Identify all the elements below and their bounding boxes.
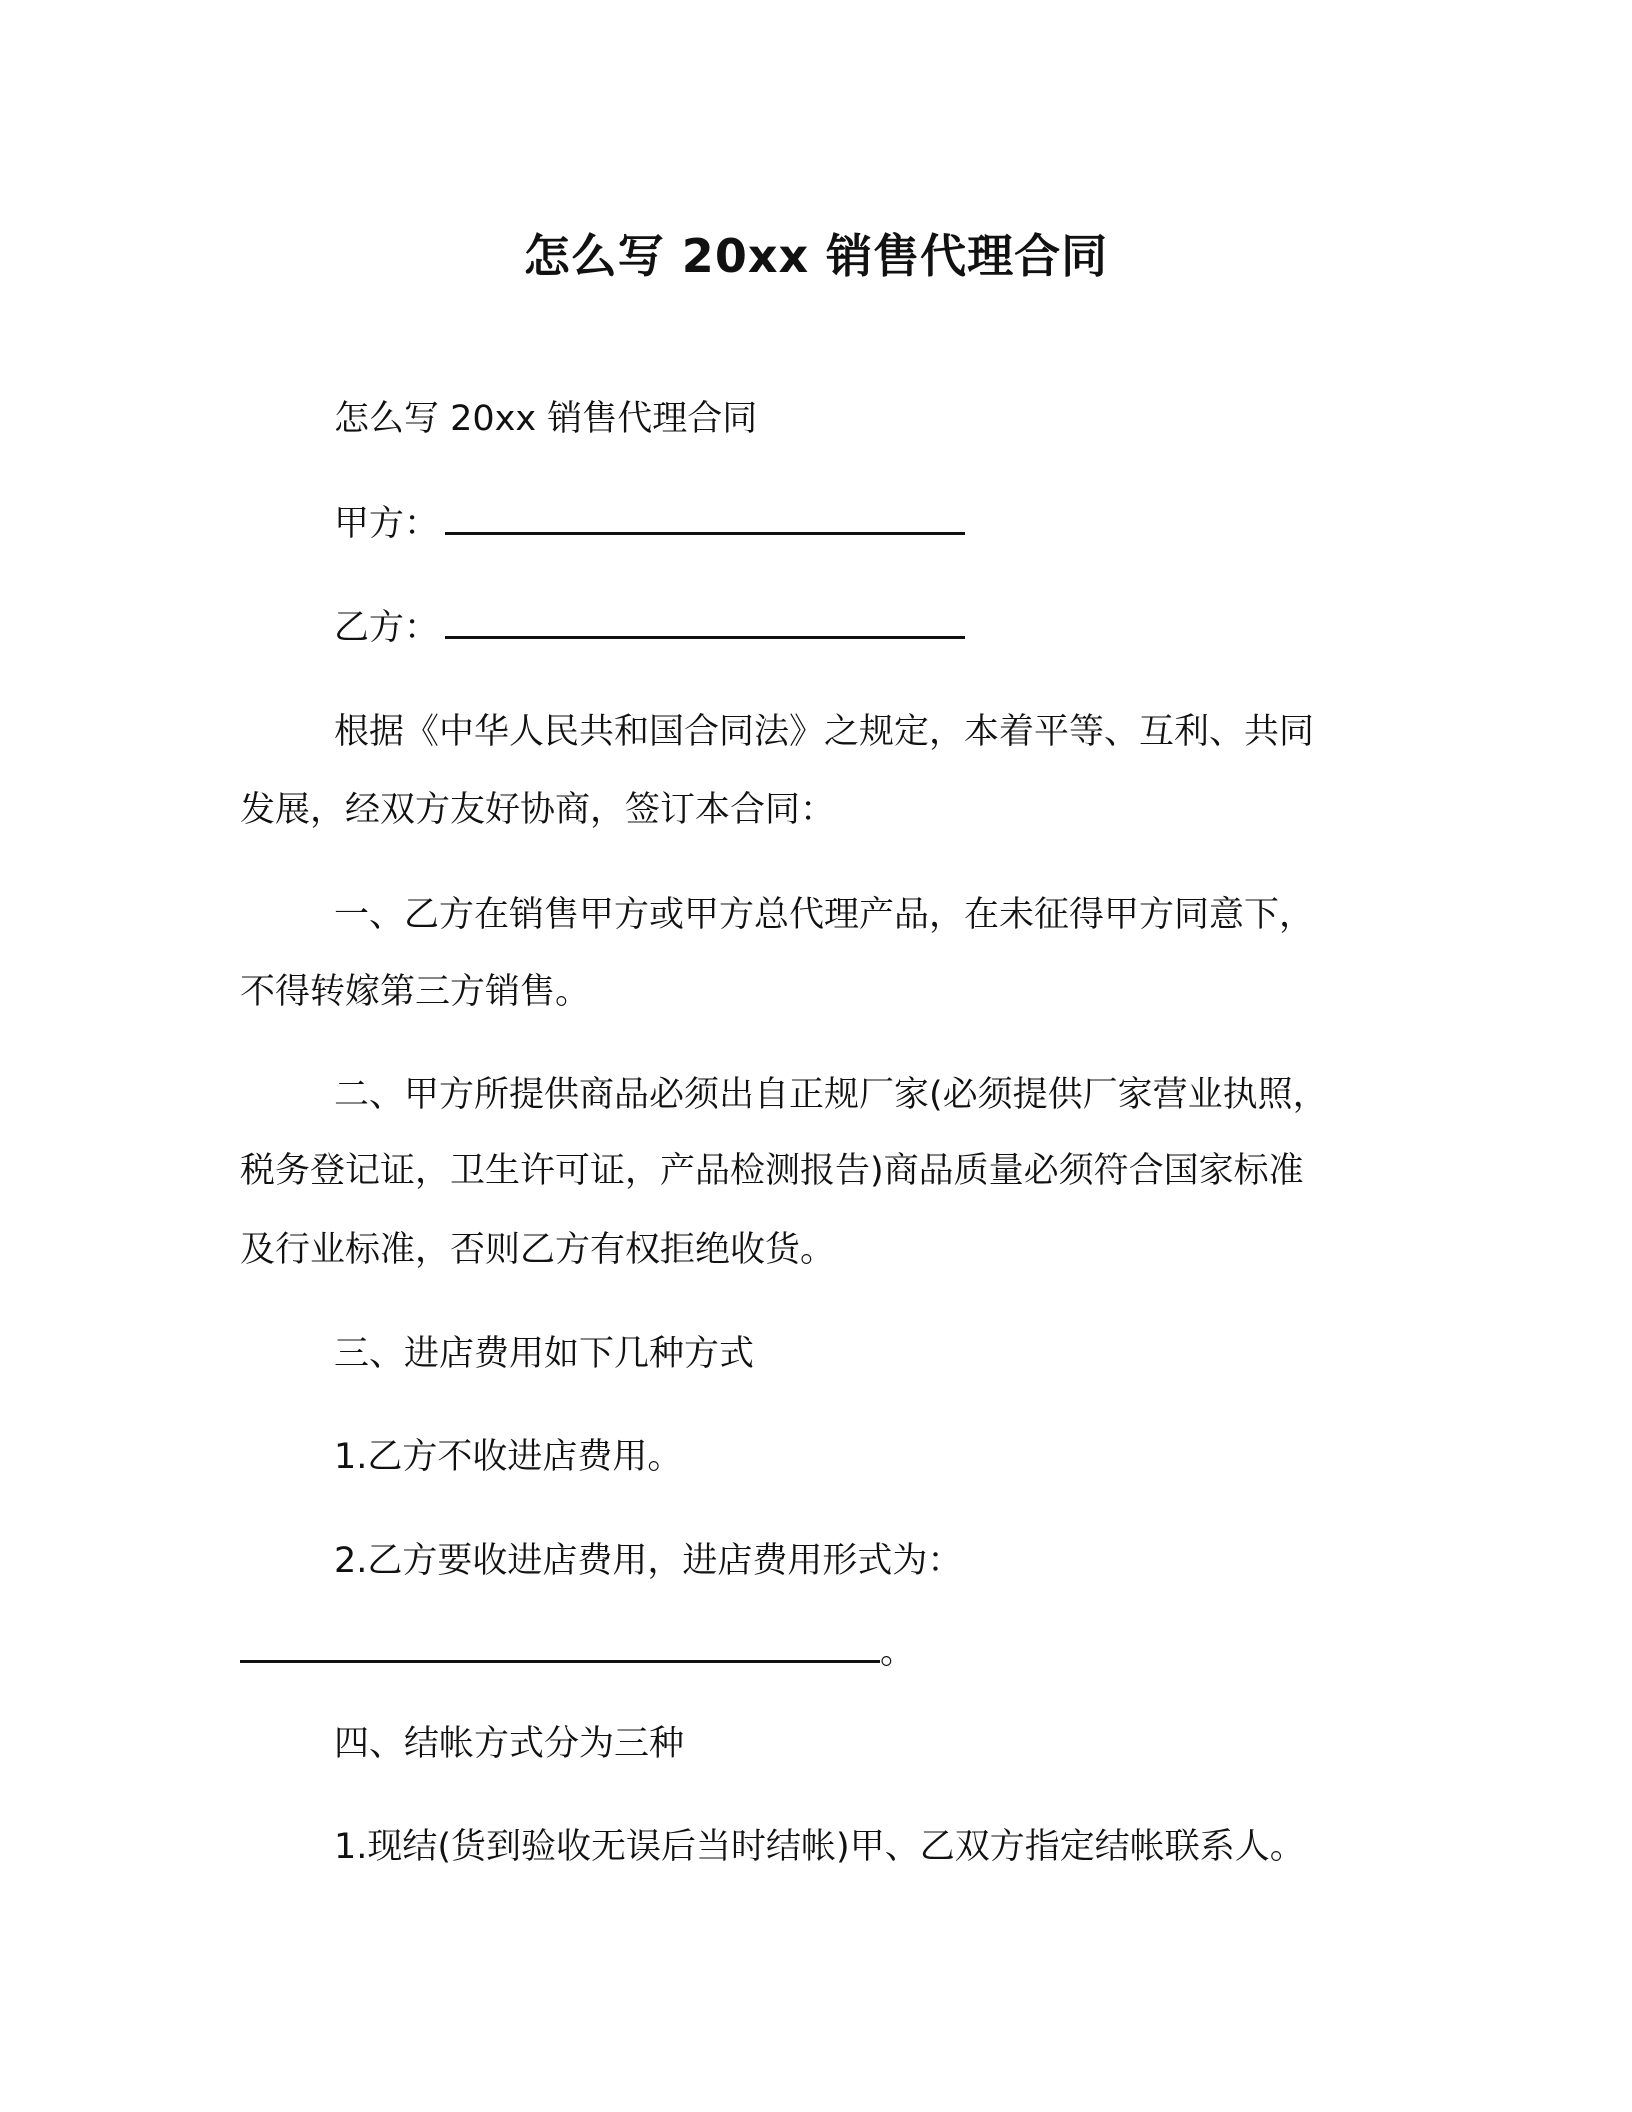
clause-3-blank-line	[240, 1632, 916, 1672]
clause-4-heading: 四、结帐方式分为三种	[334, 1724, 685, 1764]
clause-4-item-1: 1.现结(货到验收无误后当时结帐)甲、乙双方指定结帐联系人。	[334, 1827, 1305, 1867]
party-b-line	[334, 608, 965, 648]
clause-3-heading: 三、进店费用如下几种方式	[334, 1334, 755, 1374]
party-a-label: 甲方：	[334, 504, 440, 544]
clause-1-line-2: 不得转嫁第三方销售。	[240, 972, 591, 1012]
clause-3-item-1: 1.乙方不收进店费用。	[334, 1437, 683, 1477]
clause-1-line-1: 一、乙方在销售甲方或甲方总代理产品，在未征得甲方同意下，	[334, 895, 1315, 935]
document-title: 怎么写 20xx 销售代理合同	[523, 229, 1109, 283]
intro-line-2: 发展，经双方友好协商，签订本合同：	[240, 790, 836, 830]
clause-2-line-2: 税务登记证，卫生许可证，产品检测报告)商品质量必须符合国家标准	[240, 1151, 1304, 1191]
entry-fee-blank	[240, 1656, 880, 1663]
clause-3-blank-end: 。	[880, 1632, 916, 1672]
party-b-blank	[445, 632, 965, 639]
party-b-label: 乙方：	[334, 608, 440, 648]
clause-2-line-3: 及行业标准，否则乙方有权拒绝收货。	[240, 1230, 836, 1270]
party-a-blank	[445, 528, 965, 535]
intro-line-1: 根据《中华人民共和国合同法》之规定，本着平等、互利、共同	[334, 712, 1315, 752]
clause-3-item-2: 2.乙方要收进店费用，进店费用形式为：	[334, 1541, 963, 1581]
party-a-line	[334, 504, 965, 544]
subtitle: 怎么写 20xx 销售代理合同	[334, 399, 758, 439]
clause-2-line-1: 二、甲方所提供商品必须出自正规厂家(必须提供厂家营业执照，	[334, 1075, 1328, 1115]
